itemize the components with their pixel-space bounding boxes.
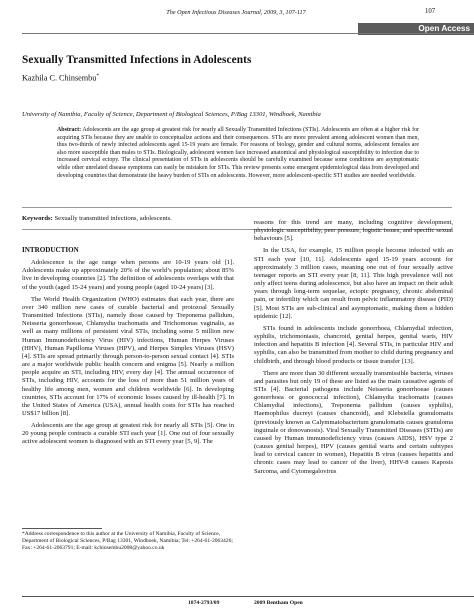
issn: 1874-2793/09 xyxy=(188,600,220,606)
running-head: The Open Infectious Diseases Journal, 2009, 3, 107-117 xyxy=(166,9,306,16)
author-name: Kazhila C. Chinsembu xyxy=(22,73,97,83)
author-mark: * xyxy=(96,73,100,79)
intro-paragraph-2: The World Health Organization (WHO) estimates that each year, there are over 340 million new cases of curable bacterial and protozoal Sexually Transmitted Infections (STIs), namely those caused by Treponema pallidum, Neisseria gonorrhoeae, Chlamydia trachomatis and Trichomonas vaginalis, as well as many millions of persistent viral STIs, including some 5 million new Human Immunodeficiency Virus (HIV) infections, Human Herpes Viruses (HHV), Human Papilloma Viruses (HPV), and Herpes Simplex Viruses (HSV) [4]. STIs are spread primarily through person-to-person sexual contact [4]. STIs are a major worldwide public health concern and enigma [5]. Nearly a million people acquire an STI, including HIV, every day [4]. The annual occurrence of STIs, including HIV, accounts for the loss of more than 51 million years of healthy life among men, women and children worldwide [6]. In developing countries, STIs account for 17% of economic losses caused by ill-health [7]. In the United States of America (USA), annual health costs for STIs has reached US$17 billion [8]. xyxy=(22,295,234,417)
abstract-rule xyxy=(22,207,452,208)
body-paragraph-4: There are more than 30 different sexually transmissible bacteria, viruses and parasites but only 19 of these are listed as the main causative agents of STIs [4]. Bacterial pathogens include Neisseria gonorrhoeae (causes gonorrhoea or gonococcal infection), Chlamydia trachomatis (causes Chlamydial infections), Treponema pallidum (causes syphilis), Haemophilus ducreyi (causes chancroid), and Klebsiella granulomatis (previously known as Calymmatobacterium granulomatis causes granuloma inguinale or donovanosis). Viral Sexually Transmitted Diseases (STDs) are caused by Human immunodeficiency virus (causes AIDS), HSV type 2 (causes genital herpes), HPV (causes genital warts and certain subtypes lead to cervical cancer in women), Hepatitis B virus (causes hepatitis and chronic cases may lead to cancer of the liver), HHV-8 causes Kaposis Sarcoma, and Cytomegalovirus xyxy=(254,369,453,475)
correspondence-footnote: *Address correspondence to this author at the University of Namibia, Faculty of Science, Department of Biological Sciences, P/Bag 13301, Windhoek, Namibia; Tel: +264-61-2063426; Fax: +264-61-2063791; E-mail: kchinsembu2008@yahoo.co.uk xyxy=(22,531,233,551)
abstract-text: Adolescents are the age group at greatest risk for nearly all Sexually Transmitted Infections (STIs). Adolescents are often at a higher risk for acquiring STIs because they are unable to conceptualize actions and their consequences. STIs are more prevalent among adolescent women than men, thus two-thirds of newly infected adolescents aged 15-19 years are female. For reasons of biology, gender and cultural norms, adolescent females are also more susceptible than males to STIs. Biologically, adolescent women face increased anatomical and physiological susceptibility to infection due to increased cervical ectopy. The clinical presentation of STIs in adolescents should be carefully examined because some conditions are asymptomatic while other unrelated disease symptoms can easily be mistaken for STIs. This review presents some emergent epidemiological data from developed and developing countries that demonstrate the heavy burden of STIs on adolescents. However, more adolescent-specific STI studies are needed worldwide. xyxy=(57,127,419,179)
publisher: 2009 Bentham Open xyxy=(254,600,303,606)
intro-paragraph-3: Adolescents are the age group at greatest risk for nearly all STIs [5]. One in 20 young people contracts a curable STI each year [1]. One out of four sexually active adolescent women is diagnosed with an STI every year [5, 9]. The xyxy=(22,422,234,446)
left-column xyxy=(22,246,234,451)
intro-paragraph-1: Adolescence is the age range when persons are 10-19 years old [1]. Adolescents make up approximately 20% of the world’s population; about 85% live in developing countries [2]. The definition of adolescents overlaps with that of the youth (aged 15-24 years) and young people (aged 10-24 years) [3]. xyxy=(22,259,234,291)
keywords-label: Keywords: xyxy=(22,215,53,222)
body-paragraph-2: In the USA, for example, 15 million people become infected with an STI each year [10, 11]. Adolescents aged 15-19 years account for approximately 3 million cases, meaning one out of four sexually active teenager reports an STI every year [8, 11]. This high prevalence will not only affect teens during adolescence, but also have an impact on their adult years through long-term sequelae, ectopic pregnancy, chronic abdominal pain, or infertility which can result from pelvic inflammatory disease (PID) [5]. Most STIs are sub-clinical and asymptomatic, making them a hidden epidemic [12]. xyxy=(254,247,453,320)
page-number: 107 xyxy=(425,8,436,15)
body-paragraph-3: STIs found in adolescents include gonorrhoea, Chlamydial infection, syphilis, trichomoniasis, chancroid, genital herpes, genital warts, HIV infection and hepatitis B infection [4]. Several STIs, in particular HIV and syphilis, can also be transmitted from mother to child during pregnancy and childbirth, and through blood products or tissue transfer [13]. xyxy=(254,324,453,365)
footnote-rule xyxy=(22,528,102,529)
body-paragraph-1: reasons for this trend are many, including cognitive development, physiologic susceptibility, peer pressure, logistic issues, and specific sexual behaviours [5]. xyxy=(254,219,453,243)
abstract-label: Abstract: xyxy=(57,127,82,133)
section-heading: INTRODUCTION xyxy=(22,246,79,254)
footer-rule xyxy=(22,596,474,597)
keywords-text: Sexually transmitted infections, adolescents. xyxy=(54,215,172,222)
abstract xyxy=(57,127,419,180)
header-rule xyxy=(22,33,474,34)
affiliation: University of Namibia, Faculty of Science, Department of Biological Sciences, P/Bag 13301, Windhoek, Namibia xyxy=(22,111,321,118)
open-access-badge: Open Access xyxy=(358,23,474,35)
right-column xyxy=(254,219,453,480)
article-title: Sexually Transmitted Infections in Adolescents xyxy=(22,54,252,66)
author xyxy=(22,73,99,83)
